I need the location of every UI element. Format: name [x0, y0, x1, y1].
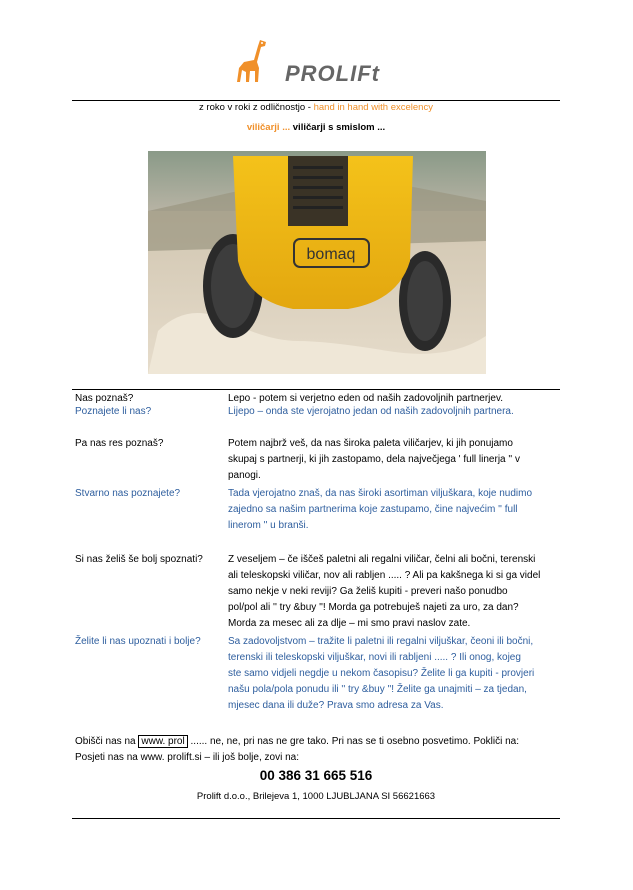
top-divider — [72, 100, 560, 101]
answer-line: linerom '' u branši. — [228, 520, 309, 531]
answer-line: našu pola/pola ponudu ili '' try &buy ''! Želite ga unajmiti – za tjedan, — [228, 684, 527, 695]
answer-hr-3 — [228, 634, 558, 714]
answer-line: Sa zadovoljstvom – tražite li paletni ili regalni viljuškar, čeoni ili bočni, — [228, 636, 534, 647]
photo-brand-label: bomaq — [306, 246, 356, 263]
brand-name: PROLIFt — [285, 61, 380, 86]
tagline-en: hand in hand with excelency — [313, 102, 433, 113]
answer-line: panogi. — [228, 470, 261, 481]
tagline-2a: viličarji ... — [246, 122, 291, 133]
forklift-photo — [148, 151, 486, 374]
answer-sl-3 — [228, 552, 558, 632]
answer-line: mjesec dana ili duže? Prava smo adresa za Vas. — [228, 700, 444, 711]
giraffe-icon — [232, 38, 272, 86]
answer-line: skupaj s partnerji, ki jih zastopamo, dela največjega ' full linerja '' v — [228, 454, 520, 465]
visit-suffix: ...... ne, ne, pri nas ne gre tako. Pri nas se ti osebno posvetimo. Pokliči na: — [190, 736, 520, 747]
answer-line: Z veseljem – če iščeš paletni ali regalni viličar, čelni ali bočni, terenski — [228, 554, 536, 565]
answer-line: Morda za mesec ali za dlje – mi smo pravi naslov zate. — [228, 618, 471, 629]
tagline-2 — [72, 122, 560, 133]
answer-sl-1: Lepo - potem si verjetno eden od naših zadovoljnih partnerjev. — [228, 393, 503, 404]
company-address: Prolift d.o.o., Brilejeva 1, 1000 LJUBLJANA SI 56621663 — [196, 791, 436, 802]
answer-line: zajedno sa našim partnerima koje zastupamo, čine najvećim '' full — [228, 504, 518, 515]
question-sl-2: Pa nas res poznaš? — [75, 438, 164, 449]
question-sl-1: Nas poznaš? — [75, 393, 134, 404]
answer-sl-2 — [228, 436, 558, 484]
question-sl-3: Si nas želiš še bolj spoznati? — [75, 554, 203, 565]
answer-line: ste samo vidjeli negdje u nekom časopisu? Želite li ga kupiti - provjeri — [228, 668, 535, 679]
phone-number[interactable]: 00 386 31 665 516 — [259, 768, 373, 783]
content-divider — [72, 389, 560, 390]
answer-hr-1: Lijepo – onda ste vjerojatno jedan od naših zadovoljnih partnera. — [228, 406, 514, 417]
answer-line: samo nekje v neki reviji? Ga želiš kupiti - preveri našo ponudbo — [228, 586, 508, 597]
visit-line-sl — [75, 734, 563, 750]
question-hr-2: Stvarno nas poznajete? — [75, 488, 181, 499]
bottom-divider — [72, 818, 560, 819]
tagline-sl: z roko v roki z odličnostjo - — [199, 102, 311, 113]
answer-hr-2 — [228, 486, 558, 534]
question-hr-3: Želite li nas upoznati i bolje? — [75, 636, 201, 647]
website-link[interactable]: www. prol — [138, 735, 187, 748]
question-hr-1: Poznajete li nas? — [75, 406, 152, 417]
answer-line: Potem najbrž veš, da nas široka paleta viličarjev, ki jih ponujamo — [228, 438, 513, 449]
tagline-2b: viličarji s smislom ... — [292, 122, 386, 133]
answer-line: ali teleskopski viličar, nov ali rabljen ..... ? Ali pa kakšnega ki si ga videl — [228, 570, 541, 581]
tagline-1 — [72, 102, 560, 113]
visit-line-hr: Posjeti nas na www. prolift.si – ili još bolje, zovi na: — [75, 752, 299, 763]
answer-line: terenski ili teleskopski viljuškar, novi ili rabljeni ..... ? Ili onog, kojeg — [228, 652, 521, 663]
answer-line: Tada vjerojatno znaš, da nas široki asortiman viljuškara, koje nudimo — [228, 488, 533, 499]
answer-line: pol/pol ali '' try &buy ''! Morda ga potrebuješ najeti za uro, za dan? — [228, 602, 519, 613]
visit-prefix: Obišči nas na — [75, 736, 136, 747]
